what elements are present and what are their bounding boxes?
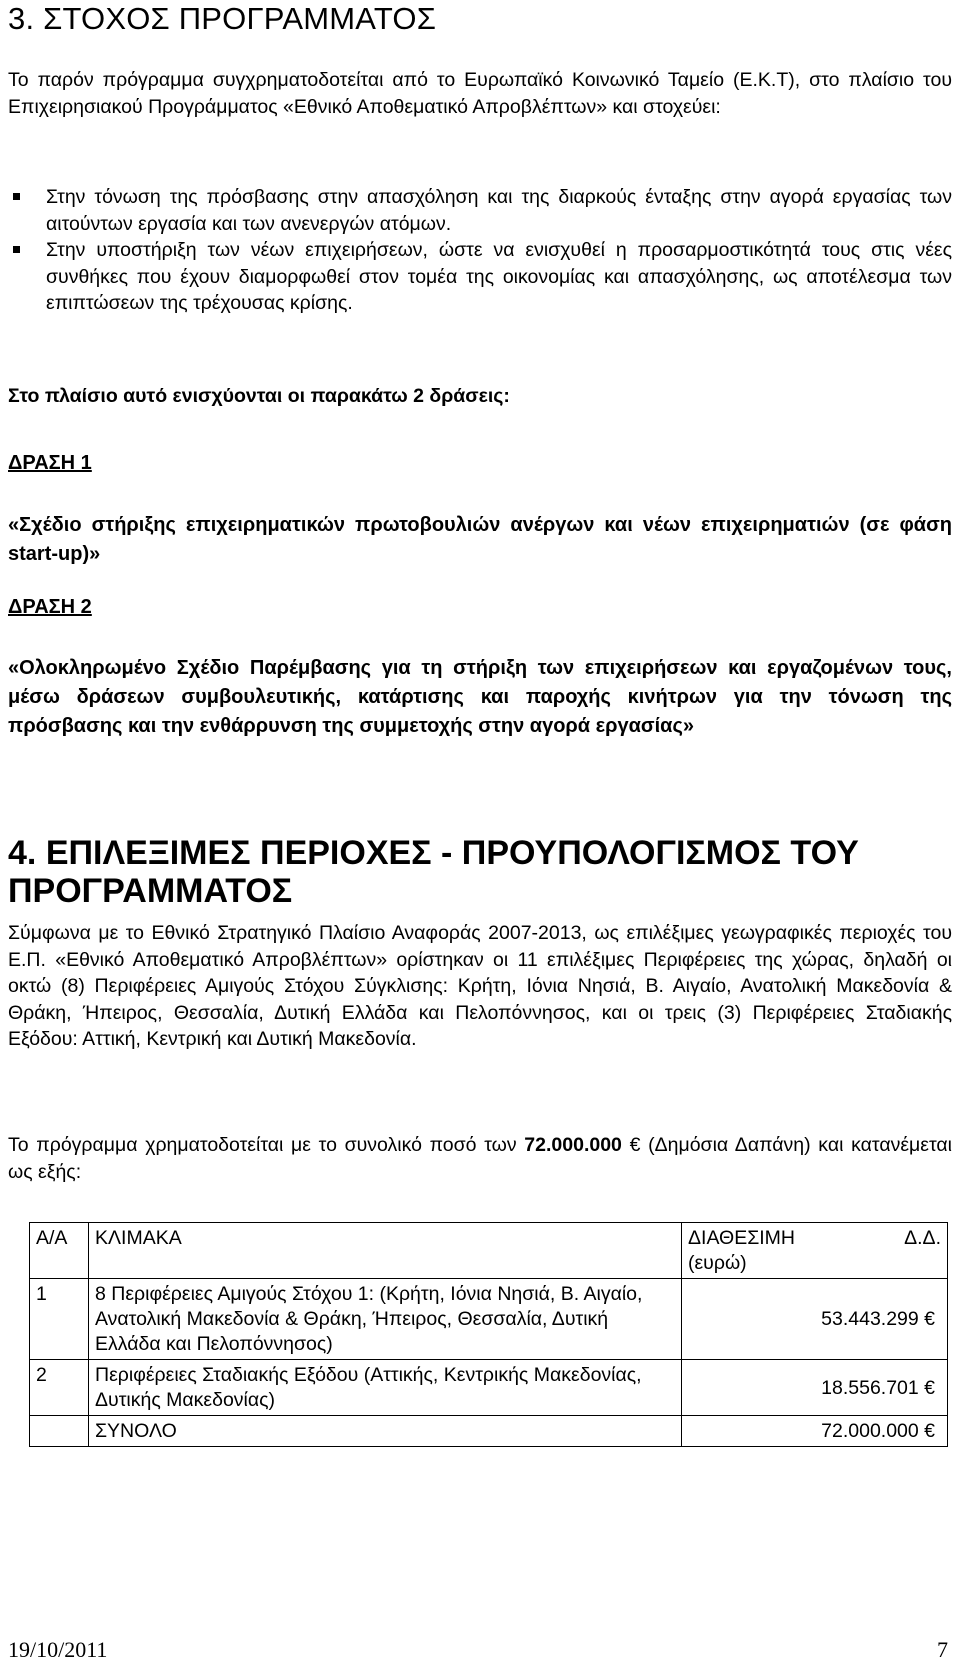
- total-label: ΣΥΝΟΛΟ: [89, 1416, 682, 1447]
- actions-intro: [8, 383, 952, 410]
- bullet-text: Στην τόνωση της πρόσβασης στην απασχόληση και της διαρκούς ένταξης στην αγορά εργασίας των αιτούντων εργασία και των ανενεργών ατόμων.: [46, 186, 952, 235]
- table-total-row: [30, 1416, 948, 1447]
- table-header-row: [30, 1223, 948, 1279]
- action-2-text: «Ολοκληρωμένο Σχέδιο Παρέμβασης για τη στήριξη των επιχειρήσεων και εργαζομένων τους, μέσω δράσεων συμβουλευτικής, κατάρτισης και παροχής κινήτρων για την τόνωση της πρόσβασης και την ενθάρρυνση της συμμετοχής στην αγορά εργασίας»: [8, 657, 952, 737]
- list-item: [8, 237, 952, 317]
- funding-text-pre: Το πρόγραμμα χρηματοδοτείται με το συνολικό ποσό των: [8, 1134, 525, 1156]
- square-bullet-icon: [13, 193, 20, 200]
- row-aa: 1: [30, 1279, 89, 1360]
- bullet-text: Στην υποστήριξη των νέων επιχειρήσεων, ώστε να ενισχυθεί η προσαρμοστικότητά τους στις νέες συνθήκες που έχουν διαμορφωθεί στον τομέα της οικονομίας και απασχόλησης, ως αποτέλεσμα των επιπτώσεων της τρέχουσας κρίσης.: [46, 239, 952, 314]
- action-2-heading: ΔΡΑΣΗ 2: [8, 596, 92, 618]
- header-available-unit: (ευρώ): [688, 1252, 747, 1274]
- footer-date: 19/10/2011: [8, 1637, 108, 1662]
- eligible-regions-paragraph: Σύμφωνα με το Εθνικό Στρατηγικό Πλαίσιο Αναφοράς 2007-2013, ως επιλέξιμες γεωγραφικές περιοχές του Ε.Π. «Εθνικό Αποθεματικό Απροβλέπτων» ορίστηκαν οι 11 επιλέξιμες Περιφέρειες της χώρας, δηλαδή οι οκτώ (8) Περιφέρειες Αμιγούς Στόχου Σύγκλισης: Κρήτη, Ιόνια Νησιά, Β. Αιγαίο, Ανατολική Μακεδονία & Θράκη, Ήπειρος, Θεσσαλία, Δυτική Ελλάδα και Πελοπόννησος, και οι τρεις (3) Περιφέρειες Σταδιακής Εξόδου: Αττική, Κεντρική και Δυτική Μακεδονία.: [8, 922, 952, 1050]
- total-aa: [30, 1416, 89, 1447]
- intro-paragraph: Το παρόν πρόγραμμα συγχρηματοδοτείται από το Ευρωπαϊκό Κοινωνικό Ταμείο (Ε.Κ.Τ), στο πλαίσιο του Επιχειρησιακού Προγράμματος «Εθνικό Αποθεματικό Απροβλέπτων» και στοχεύει:: [8, 69, 952, 118]
- table-row: [30, 1279, 948, 1360]
- funding-text-post: € (Δημόσια Δαπάνη) και κατανέμεται ως εξής:: [8, 1134, 952, 1183]
- actions-intro-text: Στο πλαίσιο αυτό ενισχύονται οι παρακάτω 2 δράσεις:: [8, 385, 510, 407]
- action-2: [8, 654, 952, 741]
- total-amount: 72.000.000 €: [682, 1416, 948, 1447]
- action-1-heading: ΔΡΑΣΗ 1: [8, 452, 92, 474]
- action-1-label: [8, 450, 952, 476]
- action-1-text: «Σχέδιο στήριξης επιχειρηματικών πρωτοβουλιών ανέργων και νέων επιχειρηματιών (σε φάση start-up)»: [8, 514, 952, 565]
- section-3-title: ΣΤΟΧΟΣ ΠΡΟΓΡΑΜΜΑΤΟΣ: [43, 1, 437, 36]
- section-4-heading: [8, 834, 952, 910]
- row-scale: Περιφέρειες Σταδιακής Εξόδου (Αττικής, Κεντρικής Μακεδονίας, Δυτικής Μακεδονίας): [89, 1360, 682, 1416]
- section-4-para-2: [8, 1132, 952, 1185]
- header-available-dd: Δ.Δ.: [904, 1227, 941, 1249]
- row-aa: 2: [30, 1360, 89, 1416]
- table-row: [30, 1360, 948, 1416]
- square-bullet-icon: [13, 246, 20, 253]
- section-3-intro: [8, 67, 952, 120]
- action-1: [8, 511, 952, 569]
- list-item: [8, 184, 952, 237]
- header-scale: ΚΛΙΜΑΚΑ: [89, 1223, 682, 1279]
- row-scale: 8 Περιφέρειες Αμιγούς Στόχου 1: (Κρήτη, Ιόνια Νησιά, Β. Αιγαίο, Ανατολική Μακεδονία & Θράκη, Ήπειρος, Θεσσαλία, Δυτική Ελλάδα και Πελοπόννησος): [89, 1279, 682, 1360]
- row-amount: 53.443.299 €: [682, 1279, 948, 1360]
- action-2-label: [8, 594, 952, 620]
- row-amount: 18.556.701 €: [682, 1360, 948, 1416]
- footer-page-number: 7: [937, 1637, 948, 1662]
- section-4-number: 4.: [8, 834, 46, 872]
- section-3-heading: [8, 2, 952, 36]
- budget-table: [29, 1222, 948, 1447]
- section-4-title: ΕΠΙΛΕΞΙΜΕΣ ΠΕΡΙΟΧΕΣ - ΠΡΟΥΠΟΛΟΓΙΣΜΟΣ ΤΟΥ ΠΡΟΓΡΑΜΜΑΤΟΣ: [8, 834, 859, 910]
- section-3-number: 3.: [8, 1, 44, 36]
- header-available-label: ΔΙΑΘΕΣΙΜΗ: [688, 1227, 796, 1249]
- header-aa: Α/Α: [30, 1223, 89, 1279]
- funding-amount: 72.000.000: [524, 1134, 622, 1156]
- header-available: [682, 1223, 948, 1279]
- funding-paragraph: [8, 1132, 952, 1185]
- section-4-para-1: [8, 920, 952, 1053]
- objectives-list: [8, 184, 952, 317]
